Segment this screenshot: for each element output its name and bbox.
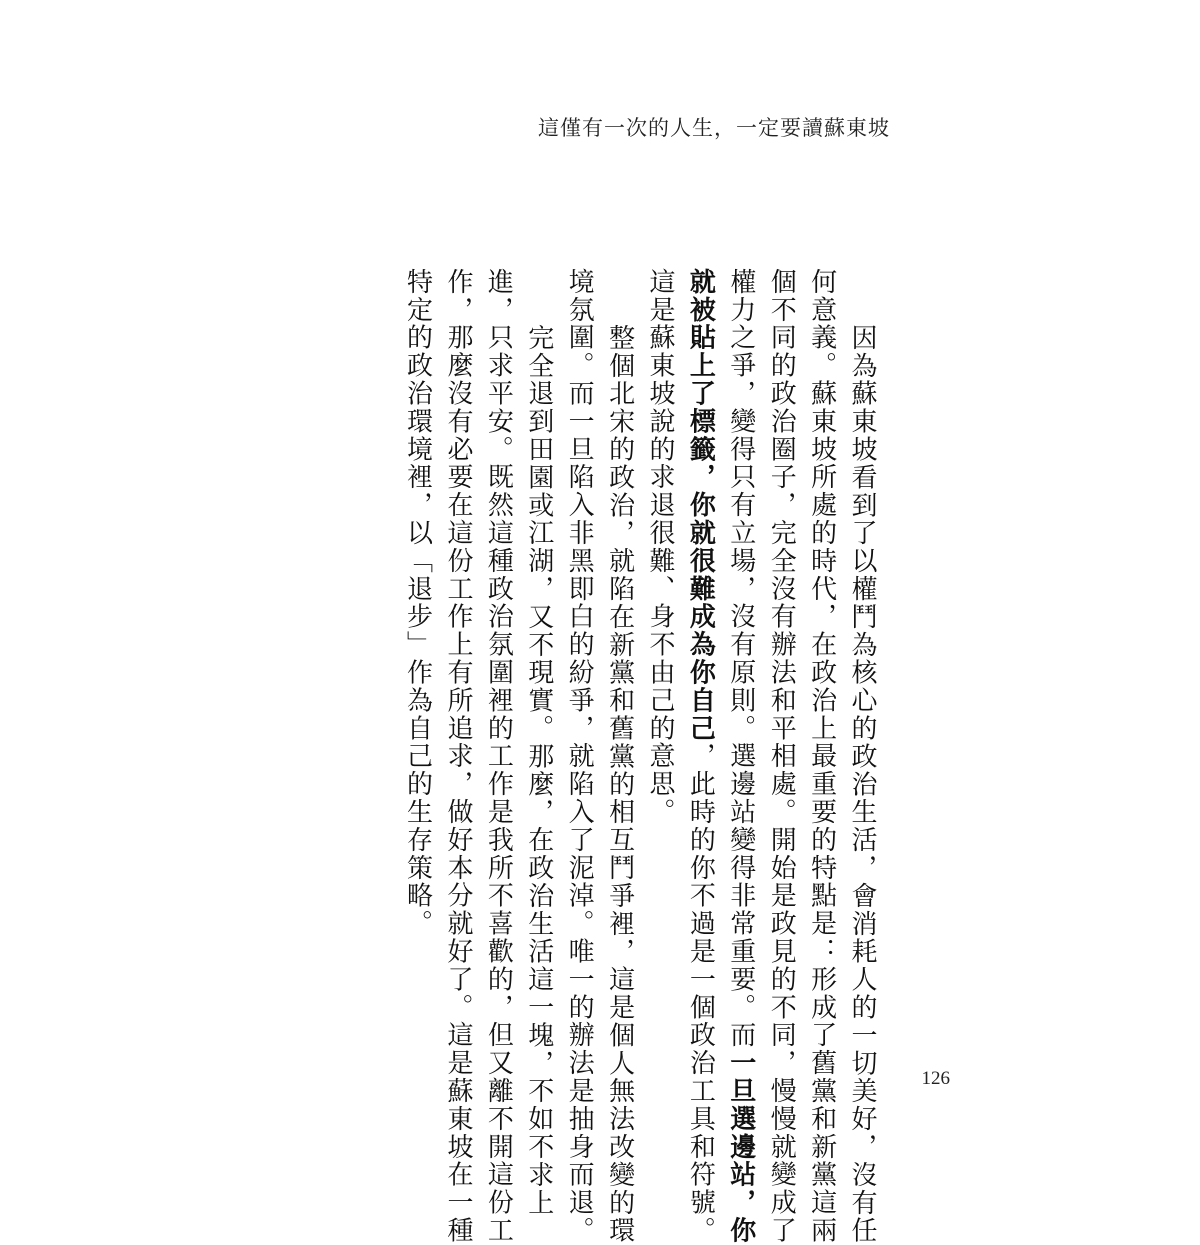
text-column bbox=[438, 268, 478, 1245]
text-run: 完全退到田園或江湖，又不現實。那麼，在政治生活這一塊，不如不求上 bbox=[523, 324, 554, 1217]
text-run: 作，那麼沒有必要在這份工作上有所追求，做好本分就好了。這是蘇東坡在一種 bbox=[442, 268, 473, 1245]
text-column bbox=[397, 268, 437, 938]
text-column bbox=[478, 268, 518, 1245]
text-column bbox=[720, 268, 760, 1245]
text-run: 特定的政治環境裡，以「退步」作為自己的生存策略。 bbox=[402, 268, 433, 938]
text-column bbox=[801, 268, 841, 1245]
running-header-title: 這僅有一次的人生，一定要讀蘇東坡 bbox=[538, 116, 890, 140]
text-column bbox=[640, 268, 680, 826]
text-run: 何意義。蘇東坡所處的時代，在政治上最重要的特點是：形成了舊黨和新黨這兩 bbox=[806, 268, 837, 1245]
text-column bbox=[518, 268, 558, 1217]
text-run: ，此時的你不過是一個政治工具和符號。 bbox=[685, 742, 716, 1245]
page-number: 126 bbox=[921, 1068, 950, 1089]
text-column bbox=[761, 268, 801, 1245]
text-column bbox=[559, 268, 599, 1245]
emphasis-text: 一旦選邊站，你 bbox=[725, 1049, 756, 1245]
text-column bbox=[680, 268, 720, 1245]
text-run: 境氛圍。而一旦陷入非黑即白的紛爭，就陷入了泥淖。唯一的辦法是抽身而退。 bbox=[564, 268, 595, 1245]
emphasis-text: 就被貼上了標籤，你就很難成為你自己 bbox=[685, 268, 716, 743]
text-run: 因為蘇東坡看到了以權鬥為核心的政治生活，會消耗人的一切美好，沒有任 bbox=[847, 324, 877, 1245]
text-run: 權力之爭，變得只有立場，沒有原則。選邊站變得非常重要。而 bbox=[725, 268, 756, 1050]
text-run: 這是蘇東坡說的求退很難、身不由己的意思。 bbox=[644, 268, 675, 826]
vertical-body-text bbox=[397, 268, 882, 1245]
text-run: 整個北宋的政治，就陷在新黨和舊黨的相互鬥爭裡，這是個人無法改變的環 bbox=[604, 324, 635, 1245]
text-run: 個不同的政治圈子，完全沒有辦法和平相處。開始是政見的不同，慢慢就變成了 bbox=[766, 268, 797, 1245]
text-run: 進，只求平安。既然這種政治氛圍裡的工作是我所不喜歡的，但又離不開這份工 bbox=[483, 268, 514, 1245]
text-column bbox=[599, 268, 639, 1245]
text-column bbox=[842, 268, 882, 1245]
